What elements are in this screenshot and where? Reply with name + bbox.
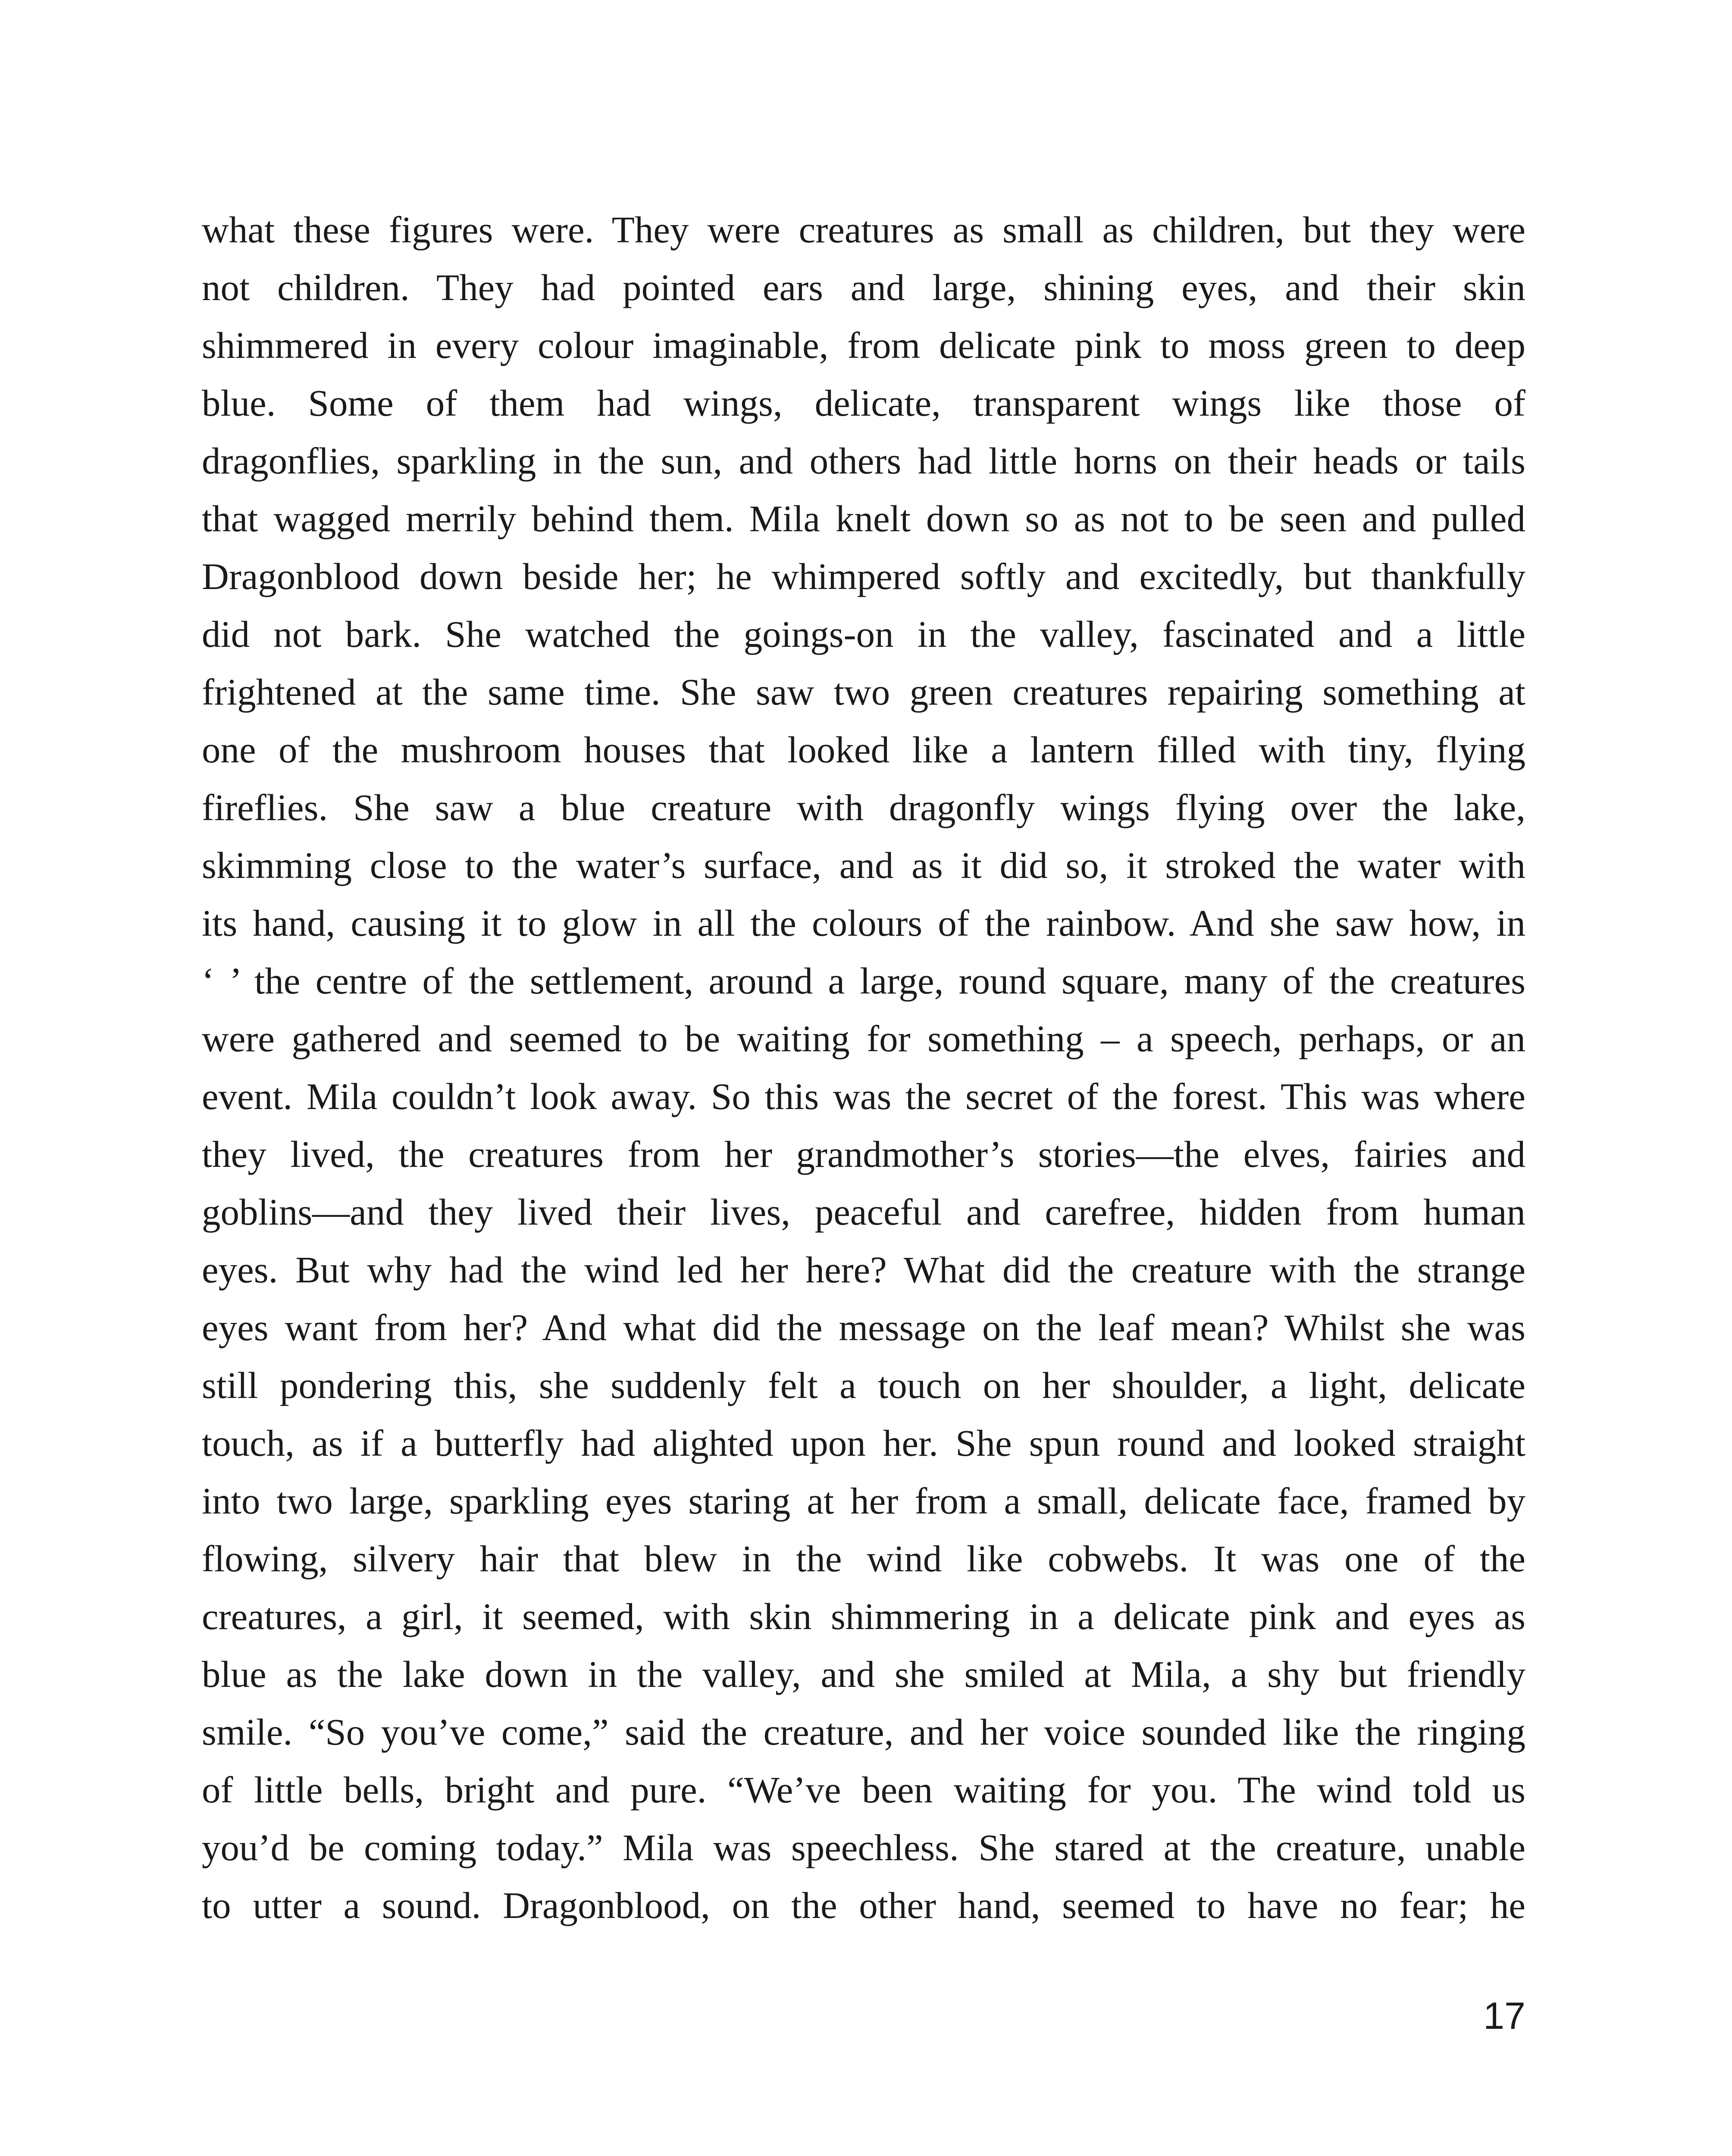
body-text xyxy=(202,201,1525,1934)
text-line: not children. They had pointed ears and large, shining eyes, and their skin xyxy=(202,266,1525,308)
text-line: Dragonblood down beside her; he whimpered softly and excitedly, but thankfully xyxy=(202,555,1525,597)
text-line: still pondering this, she suddenly felt a touch on her shoulder, a light, delicate xyxy=(202,1364,1525,1406)
page-number: 17 xyxy=(1483,1994,1525,2037)
text-line: dragonflies, sparkling in the sun, and others had little horns on their heads or tails xyxy=(202,440,1525,482)
text-line: touch, as if a butterfly had alighted upon her. She spun round and looked straight xyxy=(202,1422,1525,1464)
text-line: skimming close to the water’s surface, and as it did so, it stroked the water with xyxy=(202,844,1525,886)
text-line: flowing, silvery hair that blew in the wind like cobwebs. It was one of the xyxy=(202,1538,1525,1579)
text-line: fireflies. She saw a blue creature with dragonfly wings flying over the lake, xyxy=(202,787,1525,828)
text-line: eyes want from her? And what did the message on the leaf mean? Whilst she was xyxy=(202,1307,1525,1348)
text-line: eyes. But why had the wind led her here? What did the creature with the strange xyxy=(202,1249,1525,1291)
text-line: you’d be coming today.” Mila was speechless. She stared at the creature, unable xyxy=(202,1827,1525,1868)
text-line: ‘ ’ the centre of the settlement, around a large, round square, many of the creatures xyxy=(202,960,1525,1002)
text-line: they lived, the creatures from her grandmother’s stories—the elves, fairies and xyxy=(202,1133,1525,1175)
text-line: shimmered in every colour imaginable, from delicate pink to moss green to deep xyxy=(202,324,1525,366)
text-line: blue as the lake down in the valley, and she smiled at Mila, a shy but friendly xyxy=(202,1653,1525,1695)
text-line: its hand, causing it to glow in all the colours of the rainbow. And she saw how, in xyxy=(202,902,1525,944)
text-line: goblins—and they lived their lives, peaceful and carefree, hidden from human xyxy=(202,1191,1525,1233)
text-line: to utter a sound. Dragonblood, on the other hand, seemed to have no fear; he xyxy=(202,1884,1525,1926)
text-line: did not bark. She watched the goings-on in the valley, fascinated and a little xyxy=(202,613,1525,655)
text-line: one of the mushroom houses that looked like a lantern filled with tiny, flying xyxy=(202,729,1525,771)
text-line: of little bells, bright and pure. “We’ve been waiting for you. The wind told us xyxy=(202,1769,1525,1811)
text-line: that wagged merrily behind them. Mila knelt down so as not to be seen and pulled xyxy=(202,498,1525,539)
text-line: frightened at the same time. She saw two green creatures repairing something at xyxy=(202,671,1525,713)
text-line: into two large, sparkling eyes staring at her from a small, delicate face, framed by xyxy=(202,1480,1525,1522)
text-line: creatures, a girl, it seemed, with skin shimmering in a delicate pink and eyes as xyxy=(202,1595,1525,1637)
text-line: what these figures were. They were creatures as small as children, but they were xyxy=(202,209,1525,251)
text-line: blue. Some of them had wings, delicate, transparent wings like those of xyxy=(202,382,1525,424)
text-line: smile. “So you’ve come,” said the creature, and her voice sounded like the ringing xyxy=(202,1711,1525,1753)
text-line: event. Mila couldn’t look away. So this was the secret of the forest. This was where xyxy=(202,1075,1525,1117)
text-line: were gathered and seemed to be waiting for something – a speech, perhaps, or an xyxy=(202,1018,1525,1059)
